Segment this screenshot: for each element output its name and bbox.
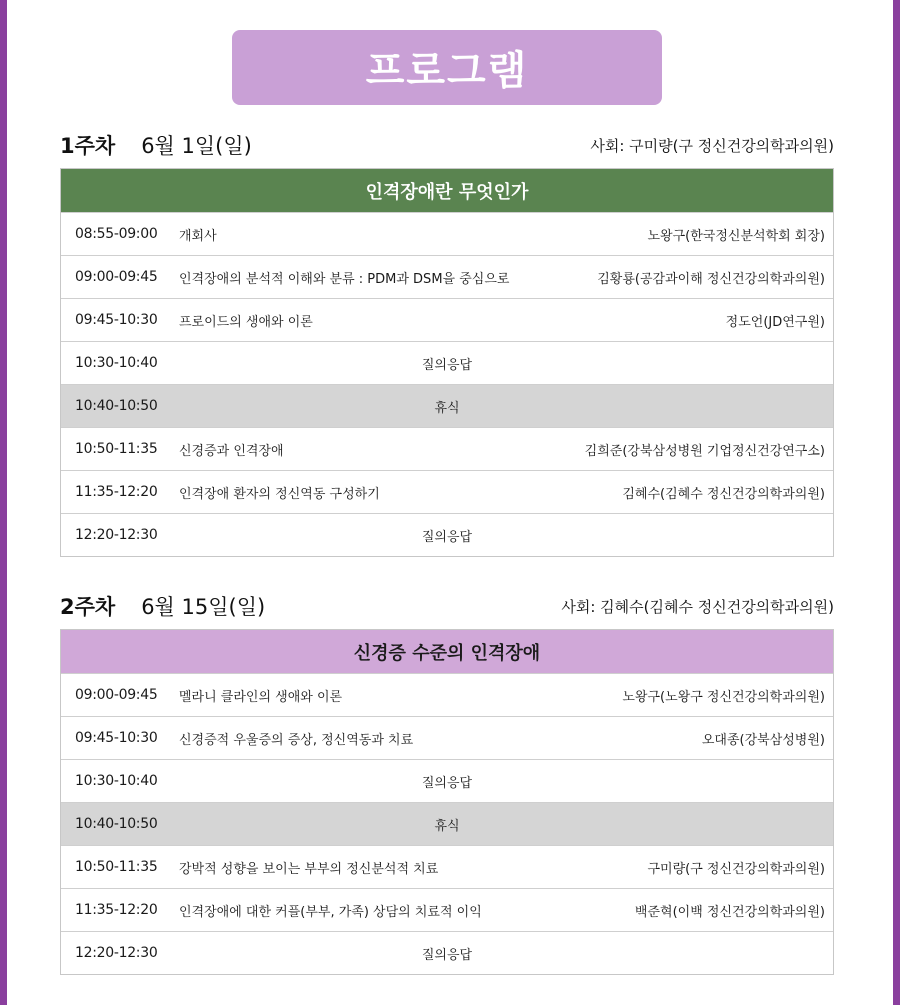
time-cell: 10:50-11:35 <box>75 859 158 875</box>
session-title: 신경증 수준의 인격장애 <box>61 630 833 673</box>
week-date: 6월 15일(일) <box>141 595 266 619</box>
time-cell: 10:40-10:50 <box>75 816 158 832</box>
table-row <box>61 716 833 759</box>
qa-cell: 질의응답 <box>421 529 473 545</box>
speaker-cell: 김황룡(공감과이해 정신건강의학과의원) <box>597 271 825 287</box>
table-row <box>61 212 833 255</box>
week-date: 6월 1일(일) <box>141 134 252 158</box>
time-cell: 11:35-12:20 <box>75 484 158 500</box>
table-row-break <box>61 802 833 845</box>
time-cell: 09:45-10:30 <box>75 730 158 746</box>
time-cell: 09:00-09:45 <box>75 269 158 285</box>
speaker-cell: 구미량(구 정신건강의학과의원) <box>647 861 825 877</box>
speaker-cell: 김혜수(김혜수 정신건강의학과의원) <box>622 486 825 502</box>
topic-cell: 인격장애에 대한 커플(부부, 가족) 상담의 치료적 이익 <box>179 904 482 920</box>
qa-cell: 질의응답 <box>421 775 473 791</box>
time-cell: 10:40-10:50 <box>75 398 158 414</box>
speaker-cell: 노왕구(노왕구 정신건강의학과의원) <box>622 689 825 705</box>
topic-cell: 신경증적 우울증의 증상, 정신역동과 치료 <box>179 732 414 748</box>
table-row <box>61 845 833 888</box>
time-cell: 09:00-09:45 <box>75 687 158 703</box>
speaker-cell: 정도언(JD연구원) <box>725 314 825 330</box>
time-cell: 10:50-11:35 <box>75 441 158 457</box>
topic-cell: 인격장애 환자의 정신역동 구성하기 <box>179 486 380 502</box>
table-row <box>61 470 833 513</box>
speaker-cell: 오대종(강북삼성병원) <box>701 732 825 748</box>
table-row-break <box>61 384 833 427</box>
page-title: 프로그램 <box>232 30 662 105</box>
speaker-cell: 백준혁(이백 정신건강의학과의원) <box>634 904 825 920</box>
week-1-schedule-table <box>60 168 834 557</box>
week-label: 1주차 <box>60 134 116 158</box>
table-row <box>61 673 833 716</box>
qa-cell: 질의응답 <box>421 357 473 373</box>
table-row <box>61 298 833 341</box>
table-row-qa <box>61 341 833 384</box>
table-row <box>61 427 833 470</box>
time-cell: 10:30-10:40 <box>75 355 158 371</box>
topic-cell: 프로이드의 생애와 이론 <box>179 314 313 330</box>
time-cell: 09:45-10:30 <box>75 312 158 328</box>
session-title: 인격장애란 무엇인가 <box>61 169 833 212</box>
table-row <box>61 888 833 931</box>
speaker-cell: 노왕구(한국정신분석학회 회장) <box>647 228 825 244</box>
week-2-schedule-table <box>60 629 834 975</box>
break-cell: 휴식 <box>434 400 460 416</box>
table-row-qa <box>61 513 833 556</box>
break-cell: 휴식 <box>434 818 460 834</box>
table-row-qa <box>61 931 833 974</box>
table-row <box>61 255 833 298</box>
topic-cell: 신경증과 인격장애 <box>179 443 284 459</box>
table-row-qa <box>61 759 833 802</box>
time-cell: 11:35-12:20 <box>75 902 158 918</box>
topic-cell: 인격장애의 분석적 이해와 분류 : PDM과 DSM을 중심으로 <box>179 271 510 287</box>
week-2-header <box>60 591 834 621</box>
topic-cell: 멜라니 클라인의 생애와 이론 <box>179 689 343 705</box>
time-cell: 12:20-12:30 <box>75 945 158 961</box>
week-1-header <box>60 130 834 160</box>
moderator: 사회: 김혜수(김혜수 정신건강의학과의원) <box>561 597 834 616</box>
topic-cell: 개회사 <box>179 228 217 244</box>
week-label: 2주차 <box>60 595 116 619</box>
topic-cell: 강박적 성향을 보이는 부부의 정신분석적 치료 <box>179 861 439 877</box>
moderator: 사회: 구미량(구 정신건강의학과의원) <box>590 136 834 155</box>
qa-cell: 질의응답 <box>421 947 473 963</box>
time-cell: 12:20-12:30 <box>75 527 158 543</box>
speaker-cell: 김희준(강북삼성병원 기업정신건강연구소) <box>584 443 825 459</box>
time-cell: 08:55-09:00 <box>75 226 158 242</box>
time-cell: 10:30-10:40 <box>75 773 158 789</box>
